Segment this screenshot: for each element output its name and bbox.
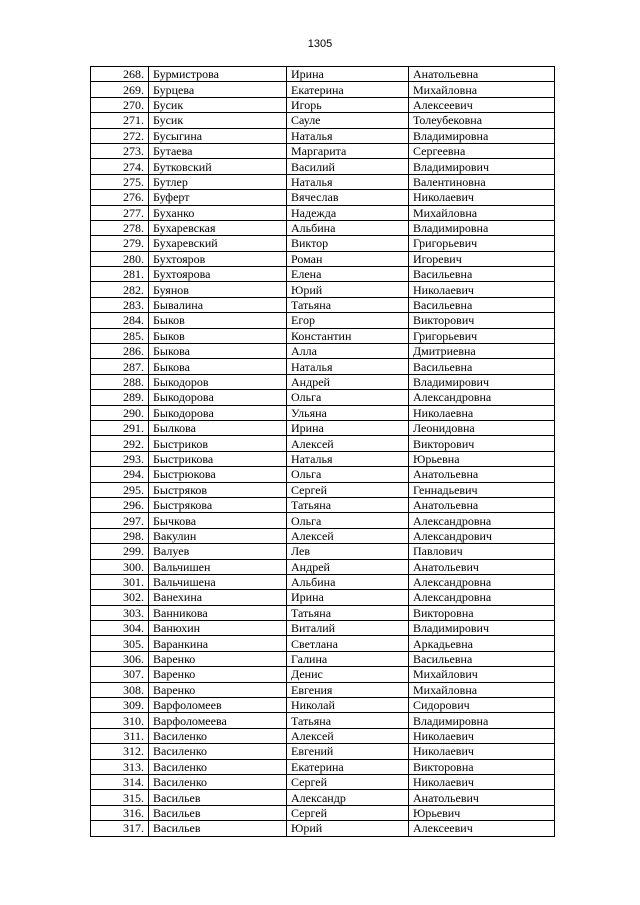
row-number: 297.: [91, 513, 149, 528]
patronymic-cell: Николаевич: [409, 744, 555, 759]
table-row: [91, 759, 555, 774]
table-row: [91, 97, 555, 112]
first-name-cell: Наталья: [287, 359, 409, 374]
patronymic-cell: Сидорович: [409, 698, 555, 713]
table-row: [91, 282, 555, 297]
row-number: 308.: [91, 682, 149, 697]
surname-cell: Вакулин: [149, 528, 287, 543]
row-number: 292.: [91, 436, 149, 451]
row-number: 316.: [91, 805, 149, 820]
table-row: [91, 467, 555, 482]
table-row: [91, 621, 555, 636]
row-number: 279.: [91, 236, 149, 251]
first-name-cell: Сауле: [287, 113, 409, 128]
names-table: [90, 66, 555, 837]
row-number: 274.: [91, 159, 149, 174]
patronymic-cell: Владимирович: [409, 621, 555, 636]
surname-cell: Быстрякова: [149, 497, 287, 512]
patronymic-cell: Васильевна: [409, 359, 555, 374]
table-row: [91, 113, 555, 128]
patronymic-cell: Александровна: [409, 513, 555, 528]
patronymic-cell: Анатольевна: [409, 467, 555, 482]
surname-cell: Бурцева: [149, 82, 287, 97]
table-row: [91, 359, 555, 374]
patronymic-cell: Владимирович: [409, 374, 555, 389]
table-row: [91, 728, 555, 743]
patronymic-cell: Сергеевна: [409, 143, 555, 158]
row-number: 317.: [91, 821, 149, 836]
first-name-cell: Ольга: [287, 390, 409, 405]
row-number: 310.: [91, 713, 149, 728]
surname-cell: Бывалина: [149, 297, 287, 312]
patronymic-cell: Николаевич: [409, 190, 555, 205]
first-name-cell: Виктор: [287, 236, 409, 251]
surname-cell: Варенко: [149, 682, 287, 697]
row-number: 315.: [91, 790, 149, 805]
first-name-cell: Алла: [287, 344, 409, 359]
surname-cell: Ванехина: [149, 590, 287, 605]
patronymic-cell: Николаевич: [409, 774, 555, 789]
surname-cell: Бухаревская: [149, 220, 287, 235]
surname-cell: Бутковский: [149, 159, 287, 174]
row-number: 296.: [91, 497, 149, 512]
row-number: 300.: [91, 559, 149, 574]
surname-cell: Быстряков: [149, 482, 287, 497]
table-row: [91, 682, 555, 697]
surname-cell: Варфоломеева: [149, 713, 287, 728]
surname-cell: Васильев: [149, 805, 287, 820]
row-number: 298.: [91, 528, 149, 543]
row-number: 309.: [91, 698, 149, 713]
first-name-cell: Андрей: [287, 559, 409, 574]
table-row: [91, 67, 555, 82]
table-row: [91, 713, 555, 728]
surname-cell: Бусыгина: [149, 128, 287, 143]
first-name-cell: Елена: [287, 267, 409, 282]
patronymic-cell: Геннадьевич: [409, 482, 555, 497]
table-row: [91, 159, 555, 174]
surname-cell: Быкова: [149, 344, 287, 359]
surname-cell: Варфоломеев: [149, 698, 287, 713]
row-number: 271.: [91, 113, 149, 128]
patronymic-cell: Леонидовна: [409, 420, 555, 435]
table-row: [91, 82, 555, 97]
row-number: 281.: [91, 267, 149, 282]
table-row: [91, 574, 555, 589]
first-name-cell: Светлана: [287, 636, 409, 651]
row-number: 287.: [91, 359, 149, 374]
surname-cell: Быкодорова: [149, 405, 287, 420]
surname-cell: Василенко: [149, 728, 287, 743]
surname-cell: Быкодоров: [149, 374, 287, 389]
table-row: [91, 128, 555, 143]
row-number: 272.: [91, 128, 149, 143]
row-number: 306.: [91, 651, 149, 666]
table-row: [91, 328, 555, 343]
first-name-cell: Николай: [287, 698, 409, 713]
first-name-cell: Александр: [287, 790, 409, 805]
row-number: 275.: [91, 174, 149, 189]
table-row: [91, 590, 555, 605]
surname-cell: Варанкина: [149, 636, 287, 651]
patronymic-cell: Толеубековна: [409, 113, 555, 128]
table-row: [91, 174, 555, 189]
patronymic-cell: Владимирович: [409, 159, 555, 174]
surname-cell: Бухтоярова: [149, 267, 287, 282]
patronymic-cell: Михайловна: [409, 205, 555, 220]
patronymic-cell: Дмитриевна: [409, 344, 555, 359]
surname-cell: Былкова: [149, 420, 287, 435]
patronymic-cell: Алексеевич: [409, 97, 555, 112]
row-number: 311.: [91, 728, 149, 743]
table-body: [91, 67, 555, 837]
table-row: [91, 205, 555, 220]
table-row: [91, 698, 555, 713]
surname-cell: Бусик: [149, 97, 287, 112]
table-row: [91, 236, 555, 251]
table-row: [91, 774, 555, 789]
surname-cell: Бухаревский: [149, 236, 287, 251]
patronymic-cell: Владимировна: [409, 220, 555, 235]
patronymic-cell: Михайловна: [409, 82, 555, 97]
table-row: [91, 420, 555, 435]
table-row: [91, 390, 555, 405]
first-name-cell: Юрий: [287, 821, 409, 836]
table-row: [91, 636, 555, 651]
table-row: [91, 744, 555, 759]
surname-cell: Быстрюкова: [149, 467, 287, 482]
first-name-cell: Маргарита: [287, 143, 409, 158]
surname-cell: Буянов: [149, 282, 287, 297]
table-row: [91, 451, 555, 466]
row-number: 269.: [91, 82, 149, 97]
surname-cell: Бычкова: [149, 513, 287, 528]
table-row: [91, 436, 555, 451]
row-number: 304.: [91, 621, 149, 636]
table-row: [91, 605, 555, 620]
table-row: [91, 821, 555, 836]
table-row: [91, 405, 555, 420]
first-name-cell: Евгений: [287, 744, 409, 759]
table-row: [91, 497, 555, 512]
patronymic-cell: Владимировна: [409, 713, 555, 728]
row-number: 268.: [91, 67, 149, 82]
first-name-cell: Евгения: [287, 682, 409, 697]
surname-cell: Быкова: [149, 359, 287, 374]
table-row: [91, 344, 555, 359]
table-row: [91, 313, 555, 328]
row-number: 285.: [91, 328, 149, 343]
patronymic-cell: Николаевна: [409, 405, 555, 420]
patronymic-cell: Александровна: [409, 590, 555, 605]
surname-cell: Быстриков: [149, 436, 287, 451]
row-number: 313.: [91, 759, 149, 774]
table-row: [91, 790, 555, 805]
surname-cell: Василенко: [149, 744, 287, 759]
table-row: [91, 374, 555, 389]
table-row: [91, 190, 555, 205]
first-name-cell: Ульяна: [287, 405, 409, 420]
patronymic-cell: Викторовна: [409, 605, 555, 620]
surname-cell: Буферт: [149, 190, 287, 205]
patronymic-cell: Алексеевич: [409, 821, 555, 836]
surname-cell: Валуев: [149, 544, 287, 559]
first-name-cell: Игорь: [287, 97, 409, 112]
first-name-cell: Алексей: [287, 436, 409, 451]
row-number: 295.: [91, 482, 149, 497]
first-name-cell: Виталий: [287, 621, 409, 636]
first-name-cell: Наталья: [287, 174, 409, 189]
row-number: 280.: [91, 251, 149, 266]
first-name-cell: Сергей: [287, 774, 409, 789]
first-name-cell: Альбина: [287, 574, 409, 589]
first-name-cell: Юрий: [287, 282, 409, 297]
row-number: 305.: [91, 636, 149, 651]
table-row: [91, 513, 555, 528]
table-row: [91, 297, 555, 312]
row-number: 293.: [91, 451, 149, 466]
patronymic-cell: Михайлович: [409, 667, 555, 682]
table-row: [91, 805, 555, 820]
first-name-cell: Егор: [287, 313, 409, 328]
row-number: 282.: [91, 282, 149, 297]
first-name-cell: Вячеслав: [287, 190, 409, 205]
patronymic-cell: Васильевна: [409, 267, 555, 282]
table-row: [91, 559, 555, 574]
surname-cell: Ванюхин: [149, 621, 287, 636]
patronymic-cell: Александрович: [409, 528, 555, 543]
row-number: 288.: [91, 374, 149, 389]
first-name-cell: Екатерина: [287, 82, 409, 97]
row-number: 277.: [91, 205, 149, 220]
row-number: 286.: [91, 344, 149, 359]
patronymic-cell: Александровна: [409, 574, 555, 589]
table-row: [91, 251, 555, 266]
row-number: 291.: [91, 420, 149, 435]
first-name-cell: Роман: [287, 251, 409, 266]
patronymic-cell: Викторовна: [409, 759, 555, 774]
first-name-cell: Татьяна: [287, 297, 409, 312]
table-row: [91, 220, 555, 235]
first-name-cell: Василий: [287, 159, 409, 174]
row-number: 294.: [91, 467, 149, 482]
surname-cell: Бухтояров: [149, 251, 287, 266]
patronymic-cell: Юрьевна: [409, 451, 555, 466]
patronymic-cell: Анатольевич: [409, 559, 555, 574]
surname-cell: Васильев: [149, 790, 287, 805]
first-name-cell: Денис: [287, 667, 409, 682]
surname-cell: Бутаева: [149, 143, 287, 158]
surname-cell: Василенко: [149, 759, 287, 774]
surname-cell: Вальчишена: [149, 574, 287, 589]
surname-cell: Буханко: [149, 205, 287, 220]
first-name-cell: Сергей: [287, 805, 409, 820]
first-name-cell: Надежда: [287, 205, 409, 220]
patronymic-cell: Павлович: [409, 544, 555, 559]
page-number: 1305: [307, 38, 333, 50]
surname-cell: Быкодорова: [149, 390, 287, 405]
surname-cell: Ванникова: [149, 605, 287, 620]
row-number: 283.: [91, 297, 149, 312]
patronymic-cell: Григорьевич: [409, 328, 555, 343]
row-number: 299.: [91, 544, 149, 559]
first-name-cell: Татьяна: [287, 497, 409, 512]
table-row: [91, 528, 555, 543]
first-name-cell: Ольга: [287, 513, 409, 528]
row-number: 278.: [91, 220, 149, 235]
first-name-cell: Ирина: [287, 420, 409, 435]
first-name-cell: Ирина: [287, 67, 409, 82]
patronymic-cell: Анатольевна: [409, 67, 555, 82]
surname-cell: Бурмистрова: [149, 67, 287, 82]
patronymic-cell: Васильевна: [409, 297, 555, 312]
row-number: 289.: [91, 390, 149, 405]
surname-cell: Быков: [149, 328, 287, 343]
patronymic-cell: Владимировна: [409, 128, 555, 143]
first-name-cell: Андрей: [287, 374, 409, 389]
patronymic-cell: Михайловна: [409, 682, 555, 697]
patronymic-cell: Григорьевич: [409, 236, 555, 251]
first-name-cell: Константин: [287, 328, 409, 343]
first-name-cell: Татьяна: [287, 605, 409, 620]
first-name-cell: Галина: [287, 651, 409, 666]
row-number: 270.: [91, 97, 149, 112]
row-number: 312.: [91, 744, 149, 759]
table-row: [91, 667, 555, 682]
row-number: 273.: [91, 143, 149, 158]
row-number: 307.: [91, 667, 149, 682]
patronymic-cell: Николаевич: [409, 282, 555, 297]
table-row: [91, 267, 555, 282]
surname-cell: Быстрикова: [149, 451, 287, 466]
first-name-cell: Алексей: [287, 528, 409, 543]
row-number: 302.: [91, 590, 149, 605]
patronymic-cell: Анатольевич: [409, 790, 555, 805]
table-row: [91, 651, 555, 666]
table-row: [91, 482, 555, 497]
first-name-cell: Татьяна: [287, 713, 409, 728]
surname-cell: Варенко: [149, 667, 287, 682]
patronymic-cell: Николаевич: [409, 728, 555, 743]
first-name-cell: Лев: [287, 544, 409, 559]
first-name-cell: Екатерина: [287, 759, 409, 774]
patronymic-cell: Анатольевна: [409, 497, 555, 512]
row-number: 301.: [91, 574, 149, 589]
first-name-cell: Альбина: [287, 220, 409, 235]
row-number: 314.: [91, 774, 149, 789]
first-name-cell: Сергей: [287, 482, 409, 497]
surname-cell: Бутлер: [149, 174, 287, 189]
patronymic-cell: Васильевна: [409, 651, 555, 666]
patronymic-cell: Юрьевич: [409, 805, 555, 820]
table-row: [91, 143, 555, 158]
patronymic-cell: Игоревич: [409, 251, 555, 266]
row-number: 290.: [91, 405, 149, 420]
surname-cell: Бусик: [149, 113, 287, 128]
first-name-cell: Ольга: [287, 467, 409, 482]
patronymic-cell: Викторович: [409, 436, 555, 451]
first-name-cell: Алексей: [287, 728, 409, 743]
row-number: 276.: [91, 190, 149, 205]
row-number: 303.: [91, 605, 149, 620]
first-name-cell: Наталья: [287, 128, 409, 143]
surname-cell: Варенко: [149, 651, 287, 666]
row-number: 284.: [91, 313, 149, 328]
first-name-cell: Наталья: [287, 451, 409, 466]
first-name-cell: Ирина: [287, 590, 409, 605]
table-row: [91, 544, 555, 559]
patronymic-cell: Аркадьевна: [409, 636, 555, 651]
patronymic-cell: Александровна: [409, 390, 555, 405]
surname-cell: Быков: [149, 313, 287, 328]
surname-cell: Василенко: [149, 774, 287, 789]
surname-cell: Васильев: [149, 821, 287, 836]
patronymic-cell: Валентиновна: [409, 174, 555, 189]
surname-cell: Вальчишен: [149, 559, 287, 574]
patronymic-cell: Викторович: [409, 313, 555, 328]
